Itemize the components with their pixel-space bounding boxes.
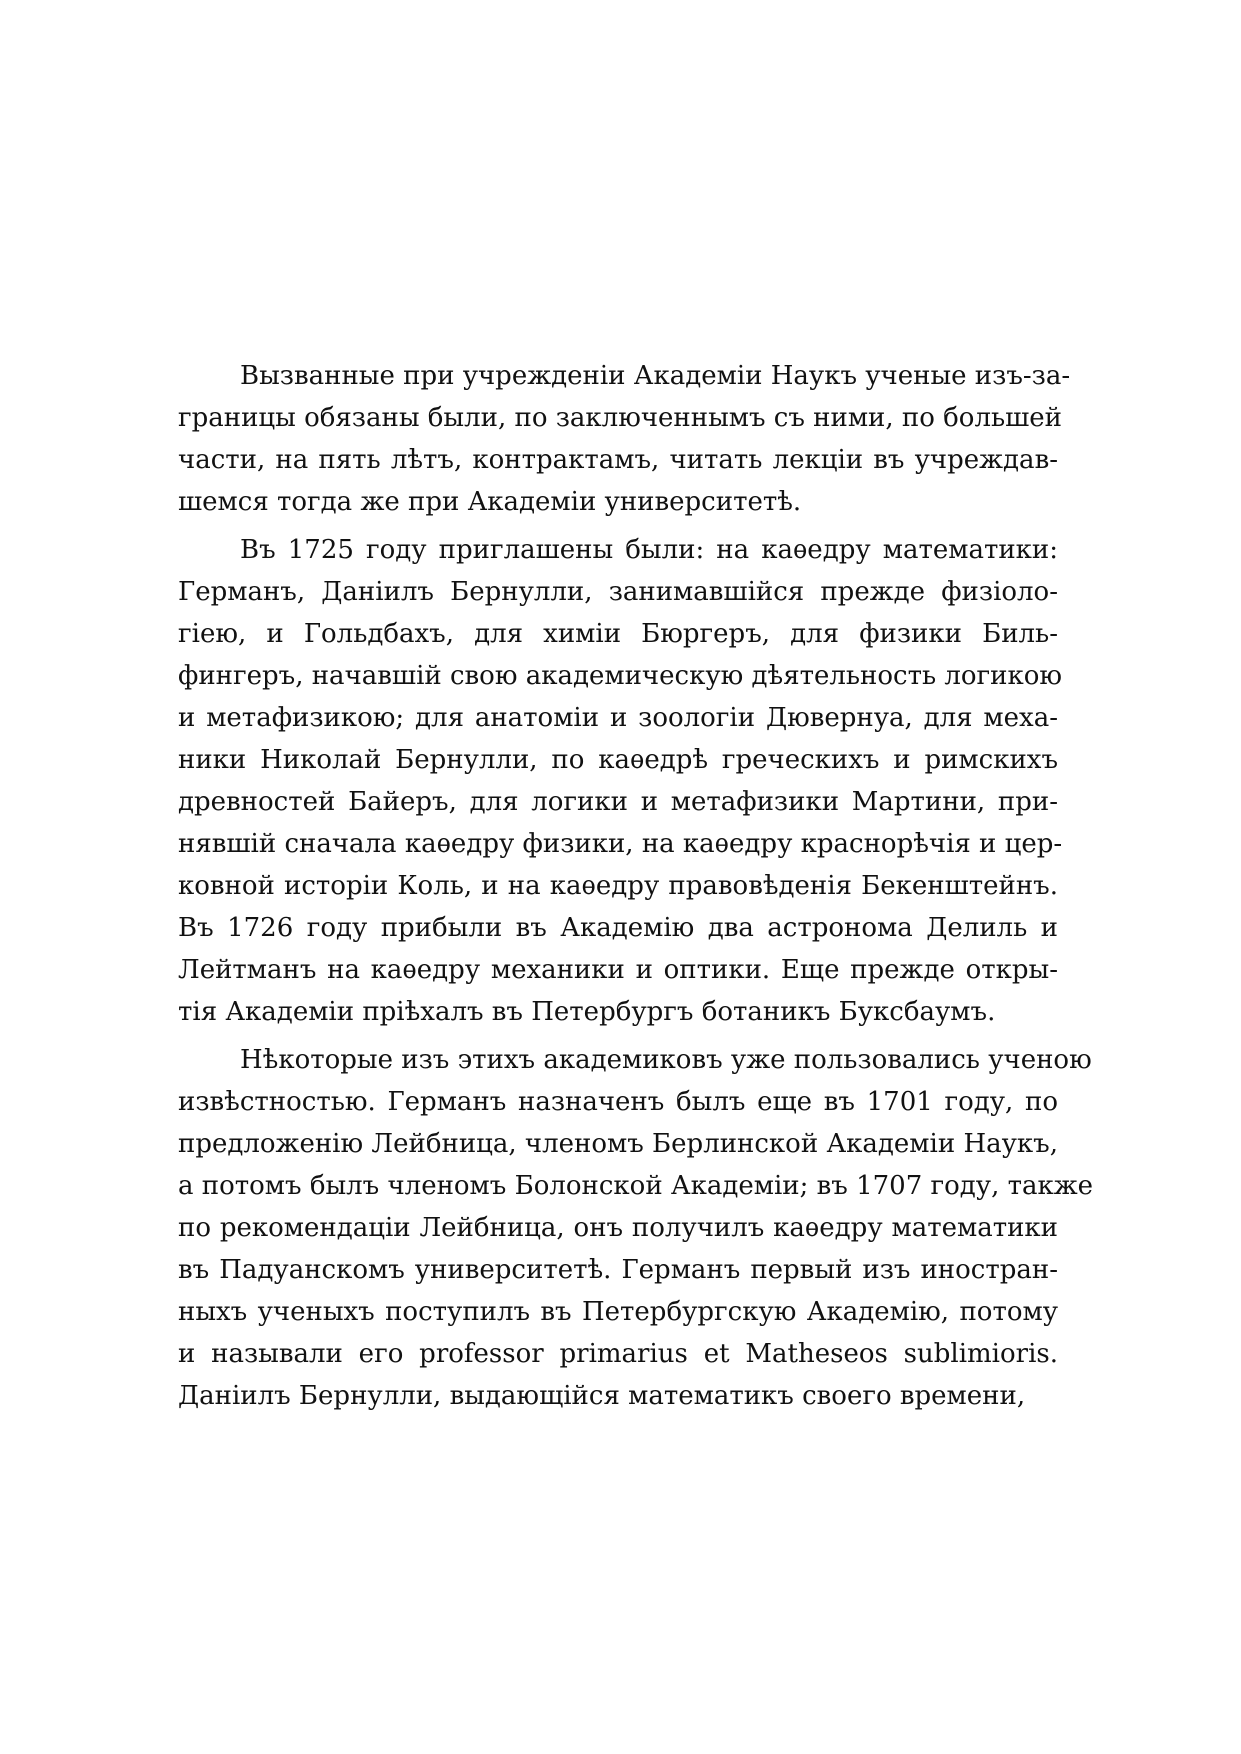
body-text (178, 355, 1094, 1417)
text-line: ники Николай Бернулли, по каѳедрѣ греческихъ и римскихъ (178, 745, 1058, 775)
text-line: фингеръ, начавшій свою академическую дѣятельность логикою (178, 661, 1063, 691)
text-line: древностей Байеръ, для логики и метафизики Мартини, при- (178, 787, 1058, 817)
paragraph-2 (178, 529, 1063, 1033)
text-line: нявшій сначала каѳедру физики, на каѳедру краснорѣчія и цер- (178, 829, 1063, 859)
paragraph-3 (178, 1039, 1094, 1417)
text-line: Лейтманъ на каѳедру механики и оптики. Еще прежде откры- (178, 955, 1058, 985)
text-line: Нѣкоторые изъ этихъ академиковъ уже пользовались ученою (240, 1045, 1092, 1075)
text-line: а потомъ былъ членомъ Болонской Академіи; въ 1707 году, также (178, 1171, 1094, 1201)
text-line: шемся тогда же при Академіи университетѣ. (178, 487, 802, 517)
text-line: тія Академіи пріѣхалъ въ Петербургъ ботаникъ Буксбаумъ. (178, 997, 996, 1027)
text-line: границы обязаны были, по заключеннымъ съ ними, по большей (178, 403, 1063, 433)
text-line: Въ 1725 году приглашены были: на каѳедру математики: (240, 535, 1058, 565)
text-line: Въ 1726 году прибыли въ Академію два астронома Делиль и (178, 913, 1058, 943)
text-line: по рекомендаціи Лейбница, онъ получилъ каѳедру математики (178, 1213, 1058, 1243)
paragraph-1 (178, 355, 1071, 523)
text-line: ковной исторіи Коль, и на каѳедру правовѣденія Бекенштейнъ. (178, 871, 1058, 901)
text-line: части, на пять лѣтъ, контрактамъ, читать лекціи въ учреждав- (178, 445, 1058, 475)
text-line: предложенію Лейбница, членомъ Берлинской Академіи Наукъ, (178, 1129, 1058, 1159)
text-line: Германъ, Даніилъ Бернулли, занимавшійся прежде физіоло- (178, 577, 1058, 607)
text-line: извѣстностью. Германъ назначенъ былъ еще въ 1701 году, по (178, 1087, 1058, 1117)
text-line: и называли его professor primarius et Matheseos sublimioris. (178, 1339, 1058, 1369)
text-line: и метафизикою; для анатоміи и зоологіи Дювернуа, для меха- (178, 703, 1058, 733)
text-line: гіею, и Гольдбахъ, для химіи Бюргеръ, для физики Биль- (178, 619, 1058, 649)
text-line: ныхъ ученыхъ поступилъ въ Петербургскую Академію, потому (178, 1297, 1058, 1327)
text-line: въ Падуанскомъ университетѣ. Германъ первый изъ иностран- (178, 1255, 1058, 1285)
text-line: Даніилъ Бернулли, выдающійся математикъ своего времени, (178, 1381, 1026, 1411)
text-line: Вызванные при учрежденіи Академіи Наукъ ученые изъ-за- (240, 361, 1071, 391)
